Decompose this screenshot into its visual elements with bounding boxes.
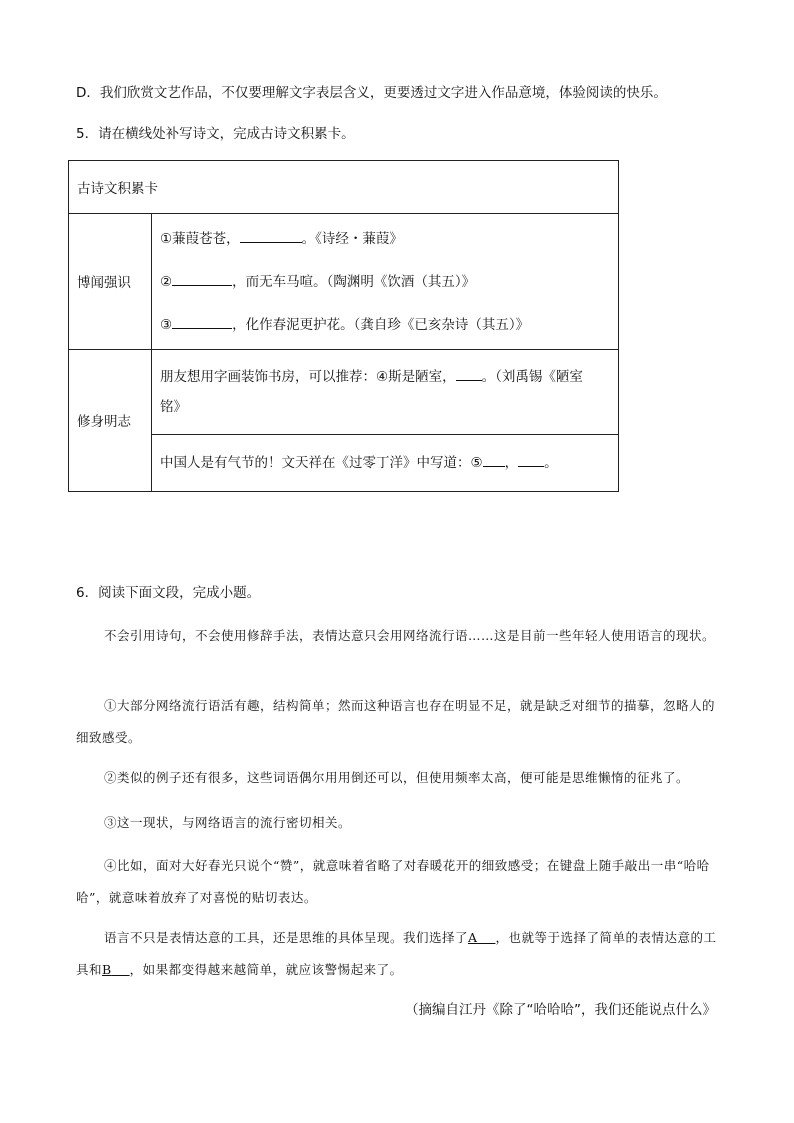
- passage-sentence-4: ④比如，面对大好春光只说个“赞”，就意味着省略了对春暖花开的细致感受；在键盘上随手敲出一串“哈哈哈”，就意味着放弃了对喜悦的贴切表达。: [76, 858, 710, 905]
- blank-a[interactable]: A: [468, 930, 478, 945]
- poetry-accumulation-card: [68, 160, 619, 492]
- category-label: 博闻强识: [69, 214, 152, 349]
- answer-blank[interactable]: [518, 452, 544, 467]
- answer-blank[interactable]: [240, 228, 302, 243]
- passage-intro: 不会引用诗句，不会使用修辞手法，表情达意只会用网络流行语……这是目前一些年轻人使用语言的现状。: [104, 628, 716, 643]
- answer-blank[interactable]: [456, 366, 482, 381]
- answer-blank[interactable]: [483, 452, 505, 467]
- answer-blank[interactable]: [172, 314, 232, 329]
- category-label: 修身明志: [69, 349, 152, 491]
- question-5-prompt: 5．请在横线处补写诗文，完成古诗文积累卡。: [76, 126, 355, 142]
- passage-sentence-3: ③这一现状，与网络语言的流行密切相关。: [104, 815, 352, 830]
- passage-sentence-1: ①大部分网络流行语活有趣，结构简单；然而这种语言也存在明显不足，就是缺乏对细节的描摹，忽略人的细致感受。: [76, 698, 716, 745]
- passage-source: （摘编自江丹《除了“哈哈哈”，我们还能说点什么》: [405, 1002, 716, 1018]
- answer-blank[interactable]: [172, 271, 232, 286]
- fill-line-3: ③ ，化作春泥更护花。（龚自珍《已亥杂诗（其五）》: [160, 314, 610, 335]
- recommend-cell: [152, 349, 619, 434]
- fill-line-2: ② ，而无车马喧。（陶渊明《饮酒（其五）》: [160, 271, 610, 292]
- fill-line-4-cont: 铭》: [160, 399, 187, 416]
- option-d-text: D．我们欣赏文艺作品，不仅要理解文字表层含义，更要透过文字进入作品意境，体验阅读的快乐。: [76, 85, 667, 101]
- fill-line-1: ①蒹葭苍苍， 。《诗经・蒹葭》: [160, 228, 610, 249]
- blank-b[interactable]: B: [102, 962, 112, 977]
- fill-lines-cell: [152, 214, 619, 349]
- passage-closing: 语言不只是表情达意的工具，还是思维的具体呈现。我们选择了A ，也就等于选择了简单的表情达意的工具和B ，如果都变得越来越简单，就应该警惕起来了。: [76, 930, 717, 977]
- fill-line-5: 中国人是有气节的！文天祥在《过零丁洋》中写道：⑤ ， 。: [160, 452, 610, 473]
- fill-line-4: 朋友想用字画装饰书房，可以推荐：④斯是陋室， 。（刘禹锡《陋室: [160, 366, 610, 387]
- passage-sentence-2: ②类似的例子还有很多，这些词语偶尔用用倒还可以，但使用频率太高，便可能是思维懒惰的征兆了。: [104, 770, 690, 785]
- quote-cell: [152, 434, 619, 491]
- question-6-prompt: 6．阅读下面文段，完成小题。: [76, 585, 261, 601]
- card-title: 古诗文积累卡: [69, 161, 619, 214]
